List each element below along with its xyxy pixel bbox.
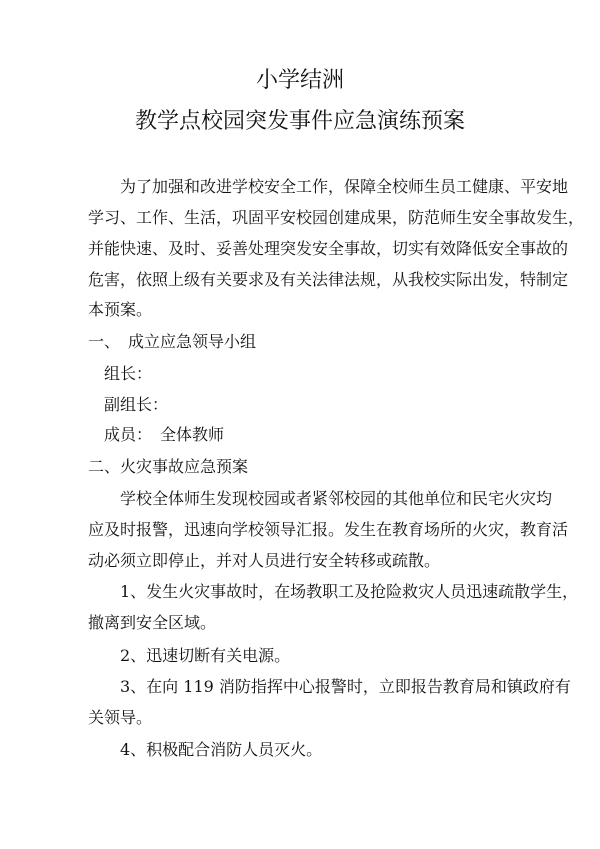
- item-3-line-2: 关领导。: [88, 708, 153, 727]
- members-label: 成员：: [104, 425, 153, 444]
- members-value: 全体教师: [160, 425, 225, 444]
- intro-line-3: 并能快速、及时、妥善处理突发安全事故，切实有效降低安全事故的: [88, 239, 569, 258]
- section2-heading: 二、火灾事故应急预案: [88, 457, 249, 476]
- intro-line-2: 学习、工作、生活，巩固平安校园创建成果，防范师生安全事故发生，: [88, 208, 585, 227]
- item-4: 4、积极配合消防人员灭火。: [120, 740, 323, 759]
- section2-para-line-3: 动必须立即停止，并对人员进行安全转移或疏散。: [88, 551, 441, 570]
- intro-line-4: 危害，依照上级有关要求及有关法律法规，从我校实际出发，特制定: [88, 270, 569, 289]
- item-1-line-1: 1、发生火灾事故时，在场教职工及抢险救灾人员迅速疏散学生，: [120, 582, 579, 601]
- title-line-2: 教学点校园突发事件应急演练预案: [134, 109, 465, 134]
- intro-line-5: 本预案。: [88, 300, 153, 319]
- leader-label: 组长：: [104, 364, 153, 383]
- title-line-1: 小学结洲: [255, 68, 344, 93]
- section2-para-line-1: 学校全体师生发现校园或者紧邻校园的其他单位和民宅火灾均: [120, 489, 553, 508]
- section1-heading: 成立应急领导小组: [128, 332, 257, 351]
- item-1-line-2: 撤离到安全区域。: [88, 613, 217, 632]
- intro-line-1: 为了加强和改进学校安全工作，保障全校师生员工健康、平安地: [120, 177, 569, 196]
- item-2: 2、迅速切断有关电源。: [120, 646, 291, 665]
- deputy-leader-label: 副组长：: [104, 395, 169, 414]
- item-3-line-1: 3、在向 119 消防指挥中心报警时，立即报告教育局和镇政府有: [120, 677, 571, 696]
- section1-heading-number: 一、: [88, 332, 121, 351]
- section2-para-line-2: 应及时报警，迅速向学校领导汇报。发生在教育场所的火灾，教育活: [88, 520, 569, 539]
